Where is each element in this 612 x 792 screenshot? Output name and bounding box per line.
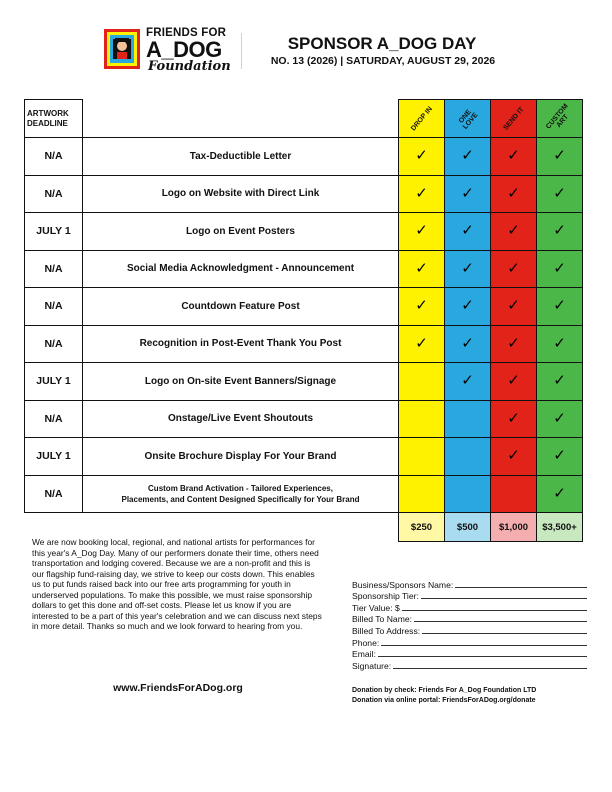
- table-row: [25, 288, 583, 326]
- check-icon: ✓: [553, 333, 566, 352]
- check-icon: ✓: [553, 258, 566, 277]
- form-input-line[interactable]: [422, 625, 587, 634]
- empty-tier-cell: [445, 475, 491, 513]
- deadline-cell: JULY 1: [25, 438, 83, 476]
- check-icon: ✓: [507, 183, 520, 202]
- check-icon: ✓: [507, 446, 520, 465]
- form-row-billed-address: [352, 624, 587, 636]
- check-icon: ✓: [507, 296, 520, 315]
- benefit-cell: Social Media Acknowledgment - Announcement: [83, 250, 399, 288]
- form-label: Tier Value: $: [352, 602, 400, 613]
- dog-badge-icon: [104, 29, 140, 69]
- logo-line-1: FRIENDS FOR: [146, 27, 227, 39]
- table-row: [25, 400, 583, 438]
- empty-tier-cell: [399, 363, 445, 401]
- form-input-line[interactable]: [381, 637, 587, 646]
- table-row: [25, 438, 583, 476]
- check-icon: ✓: [415, 183, 428, 202]
- tier-header-send-it: [491, 100, 537, 138]
- page-title: SPONSOR A_DOG DAY: [287, 34, 477, 53]
- check-icon: ✓: [507, 333, 520, 352]
- form-label: Phone:: [352, 637, 380, 648]
- benefit-cell: Logo on Event Posters: [83, 213, 399, 251]
- table-row: [25, 325, 583, 363]
- benefit-header: [83, 100, 399, 138]
- deadline-cell: N/A: [25, 250, 83, 288]
- check-icon: ✓: [553, 446, 566, 465]
- donation-info: [352, 686, 592, 705]
- donation-online: Donation via online portal: FriendsForADog.org/donate: [352, 696, 536, 704]
- sponsor-form: [352, 578, 587, 671]
- tier-label: ONE LOVE: [457, 108, 479, 131]
- check-icon: ✓: [553, 483, 566, 502]
- deadline-cell: JULY 1: [25, 363, 83, 401]
- benefit-cell: Tax-Deductible Letter: [83, 138, 399, 176]
- tier-label: CUSTOM ART: [544, 102, 570, 130]
- table-header-row: [25, 100, 583, 138]
- deadline-cell: N/A: [25, 175, 83, 213]
- check-icon: ✓: [507, 221, 520, 240]
- deadline-cell: N/A: [25, 325, 83, 363]
- intro-paragraph: We are now booking local, regional, and national artists for performances for this year's A_Dog Day. Many of our performers donate their time, others need transportation and lodging covered. Because we are a non-profit and this is our flagship fund-raising day, we strive to keep our costs down. This enables us to put funds raised back into our free arts programming for youth in underserved populations. To make this possible, we must raise sponsorship dollars to get this done and off-set costs. Please let us know if you are interested to be a part of this year's celebration and we can discuss next steps in more detail. Thanks so much and we look forward to hearing from you.: [32, 537, 322, 631]
- empty-tier-cell: [445, 400, 491, 438]
- check-icon: ✓: [507, 408, 520, 427]
- tier-label: DROP IN: [409, 105, 434, 132]
- form-label: Sponsorship Tier:: [352, 591, 419, 602]
- check-icon: ✓: [461, 296, 474, 315]
- benefit-cell: Onsite Brochure Display For Your Brand: [83, 438, 399, 476]
- check-icon: ✓: [415, 296, 428, 315]
- form-row-business-name: [352, 578, 587, 590]
- form-input-line[interactable]: [414, 613, 587, 622]
- deadline-header: ARTWORK DEADLINE: [25, 100, 83, 138]
- table-row: [25, 138, 583, 176]
- page-subtitle: NO. 13 (2026) | SATURDAY, AUGUST 29, 2026: [270, 55, 496, 67]
- form-input-line[interactable]: [402, 602, 587, 611]
- benefit-cell: Logo on On-site Event Banners/Signage: [83, 363, 399, 401]
- benefit-cell: Logo on Website with Direct Link: [83, 175, 399, 213]
- empty-tier-cell: [399, 438, 445, 476]
- deadline-cell: N/A: [25, 475, 83, 513]
- tier-header-drop-in: [399, 100, 445, 138]
- check-icon: ✓: [507, 371, 520, 390]
- benefit-cell: [83, 475, 399, 513]
- benefit-line-2: Placements, and Content Designed Specifically for Your Brand: [121, 494, 360, 504]
- benefit-cell: Recognition in Post-Event Thank You Post: [83, 325, 399, 363]
- form-input-line[interactable]: [421, 590, 587, 599]
- price-send-it: $1,000: [491, 513, 537, 542]
- benefit-cell: Onstage/Live Event Shoutouts: [83, 400, 399, 438]
- form-label: Email:: [352, 649, 376, 660]
- form-input-line[interactable]: [378, 648, 587, 657]
- table-row: [25, 250, 583, 288]
- sponsorship-table: [24, 99, 583, 542]
- form-label: Billed To Name:: [352, 614, 413, 625]
- check-icon: ✓: [415, 333, 428, 352]
- form-label: Business/Sponsors Name:: [352, 579, 454, 590]
- check-icon: ✓: [553, 146, 566, 165]
- foundation-logo: [104, 27, 234, 73]
- empty-tier-cell: [399, 400, 445, 438]
- header-divider: [241, 33, 242, 69]
- form-input-line[interactable]: [455, 579, 587, 588]
- deadline-cell: JULY 1: [25, 213, 83, 251]
- logo-line-2: A_DOG: [146, 37, 222, 62]
- form-label: Signature:: [352, 660, 392, 671]
- donation-by-check: Donation by check: Friends For A_Dog Foundation LTD: [352, 687, 537, 694]
- form-row-signature: [352, 659, 587, 671]
- check-icon: ✓: [553, 296, 566, 315]
- check-icon: ✓: [461, 183, 474, 202]
- check-icon: ✓: [553, 408, 566, 427]
- check-icon: ✓: [553, 183, 566, 202]
- check-icon: ✓: [507, 258, 520, 277]
- empty-tier-cell: [491, 475, 537, 513]
- empty-tier-cell: [399, 475, 445, 513]
- form-row-tier-value: [352, 601, 587, 613]
- website-link[interactable]: www.FriendsForADog.org: [113, 682, 243, 694]
- empty-tier-cell: [445, 438, 491, 476]
- table-row: [25, 363, 583, 401]
- table-row: [25, 213, 583, 251]
- check-icon: ✓: [553, 221, 566, 240]
- benefit-cell: Countdown Feature Post: [83, 288, 399, 326]
- table-row: [25, 475, 583, 513]
- form-row-phone: [352, 636, 587, 648]
- check-icon: ✓: [461, 221, 474, 240]
- check-icon: ✓: [415, 146, 428, 165]
- price-custom-art: $3,500+: [537, 513, 583, 542]
- form-label: Billed To Address:: [352, 625, 421, 636]
- form-row-email: [352, 648, 587, 660]
- deadline-cell: N/A: [25, 288, 83, 326]
- deadline-cell: N/A: [25, 400, 83, 438]
- price-drop-in: $250: [399, 513, 445, 542]
- check-icon: ✓: [461, 258, 474, 277]
- tier-label: SEND IT: [501, 105, 526, 132]
- form-row-billed-name: [352, 613, 587, 625]
- logo-line-3: Foundation: [148, 59, 231, 74]
- check-icon: ✓: [415, 258, 428, 277]
- check-icon: ✓: [461, 333, 474, 352]
- check-icon: ✓: [415, 221, 428, 240]
- table-row: [25, 175, 583, 213]
- price-one-love: $500: [445, 513, 491, 542]
- form-row-tier: [352, 590, 587, 602]
- form-input-line[interactable]: [393, 660, 587, 669]
- tier-header-custom-art: [537, 100, 583, 138]
- deadline-cell: N/A: [25, 138, 83, 176]
- benefit-line-1: Custom Brand Activation - Tailored Experiences,: [148, 483, 333, 493]
- check-icon: ✓: [461, 371, 474, 390]
- tier-header-one-love: [445, 100, 491, 138]
- check-icon: ✓: [553, 371, 566, 390]
- check-icon: ✓: [461, 146, 474, 165]
- check-icon: ✓: [507, 146, 520, 165]
